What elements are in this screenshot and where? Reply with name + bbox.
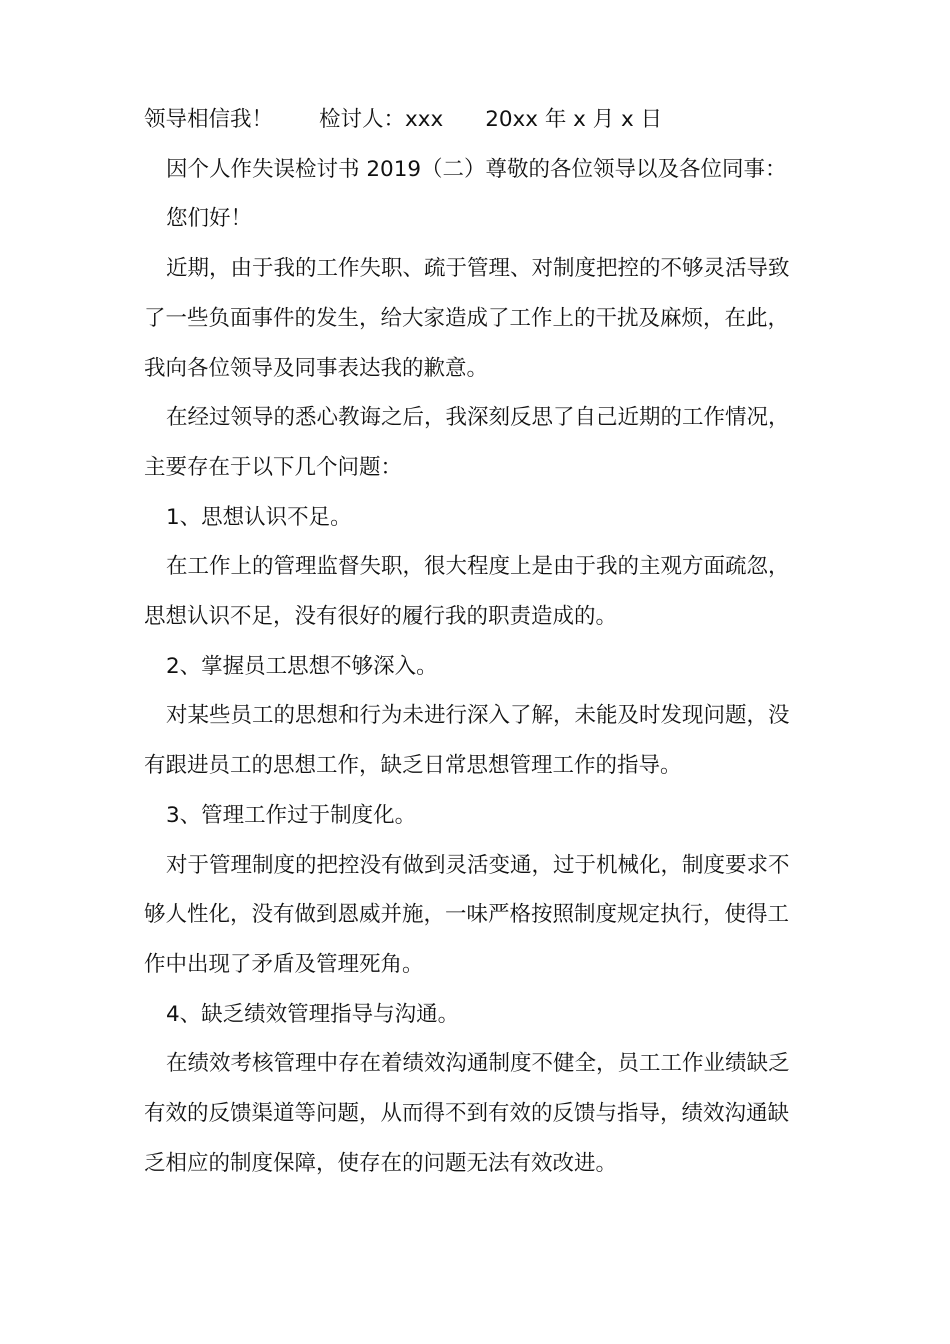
paragraph-line: 在工作上的管理监督失职，很大程度上是由于我的主观方面疏忽，	[166, 554, 790, 580]
document-body	[144, 95, 816, 1188]
section-heading: 2、掌握员工思想不够深入。	[166, 653, 438, 679]
paragraph-line: 有跟进员工的思想工作，缺乏日常思想管理工作的指导。	[144, 753, 682, 779]
paragraph-line: 您们好！	[166, 206, 253, 232]
paragraph-line: 对某些员工的思想和行为未进行深入了解，未能及时发现问题，没	[166, 703, 790, 729]
paragraph-line: 了一些负面事件的发生，给大家造成了工作上的干扰及麻烦，在此，	[144, 305, 790, 331]
paragraph-line: 思想认识不足，没有很好的履行我的职责造成的。	[144, 604, 618, 630]
paragraph-line: 够人性化，没有做到恩威并施，一味严格按照制度规定执行，使得工	[144, 902, 790, 928]
signature-line	[144, 95, 816, 145]
paragraph-line: 有效的反馈渠道等问题，从而得不到有效的反馈与指导，绩效沟通缺	[144, 1101, 790, 1127]
paragraph-line: 在经过领导的悉心教诲之后，我深刻反思了自己近期的工作情况，	[166, 405, 790, 431]
signature-author: 检讨人：xxx	[319, 107, 444, 132]
paragraph-line: 乏相应的制度保障，使存在的问题无法有效改进。	[144, 1150, 618, 1176]
signature-closing: 领导相信我！	[144, 107, 274, 132]
signature-date: 20xx 年 x 月 x 日	[485, 107, 663, 132]
paragraph-line: 主要存在于以下几个问题：	[144, 454, 403, 480]
section-heading: 3、管理工作过于制度化。	[166, 802, 417, 828]
paragraph-line: 在绩效考核管理中存在着绩效沟通制度不健全，员工工作业绩缺乏	[166, 1051, 790, 1077]
paragraph-line: 作中出现了矛盾及管理死角。	[144, 951, 424, 977]
section-heading: 4、缺乏绩效管理指导与沟通。	[166, 1001, 460, 1027]
paragraph-line: 对于管理制度的把控没有做到灵活变通，过于机械化，制度要求不	[166, 852, 790, 878]
section-heading: 1、思想认识不足。	[166, 504, 352, 530]
paragraph-line: 我向各位领导及同事表达我的歉意。	[144, 355, 489, 381]
paragraph-line: 因个人作失误检讨书 2019（二）尊敬的各位领导以及各位同事：	[166, 156, 787, 182]
paragraph-line: 近期，由于我的工作失职、疏于管理、对制度把控的不够灵活导致	[166, 256, 790, 282]
